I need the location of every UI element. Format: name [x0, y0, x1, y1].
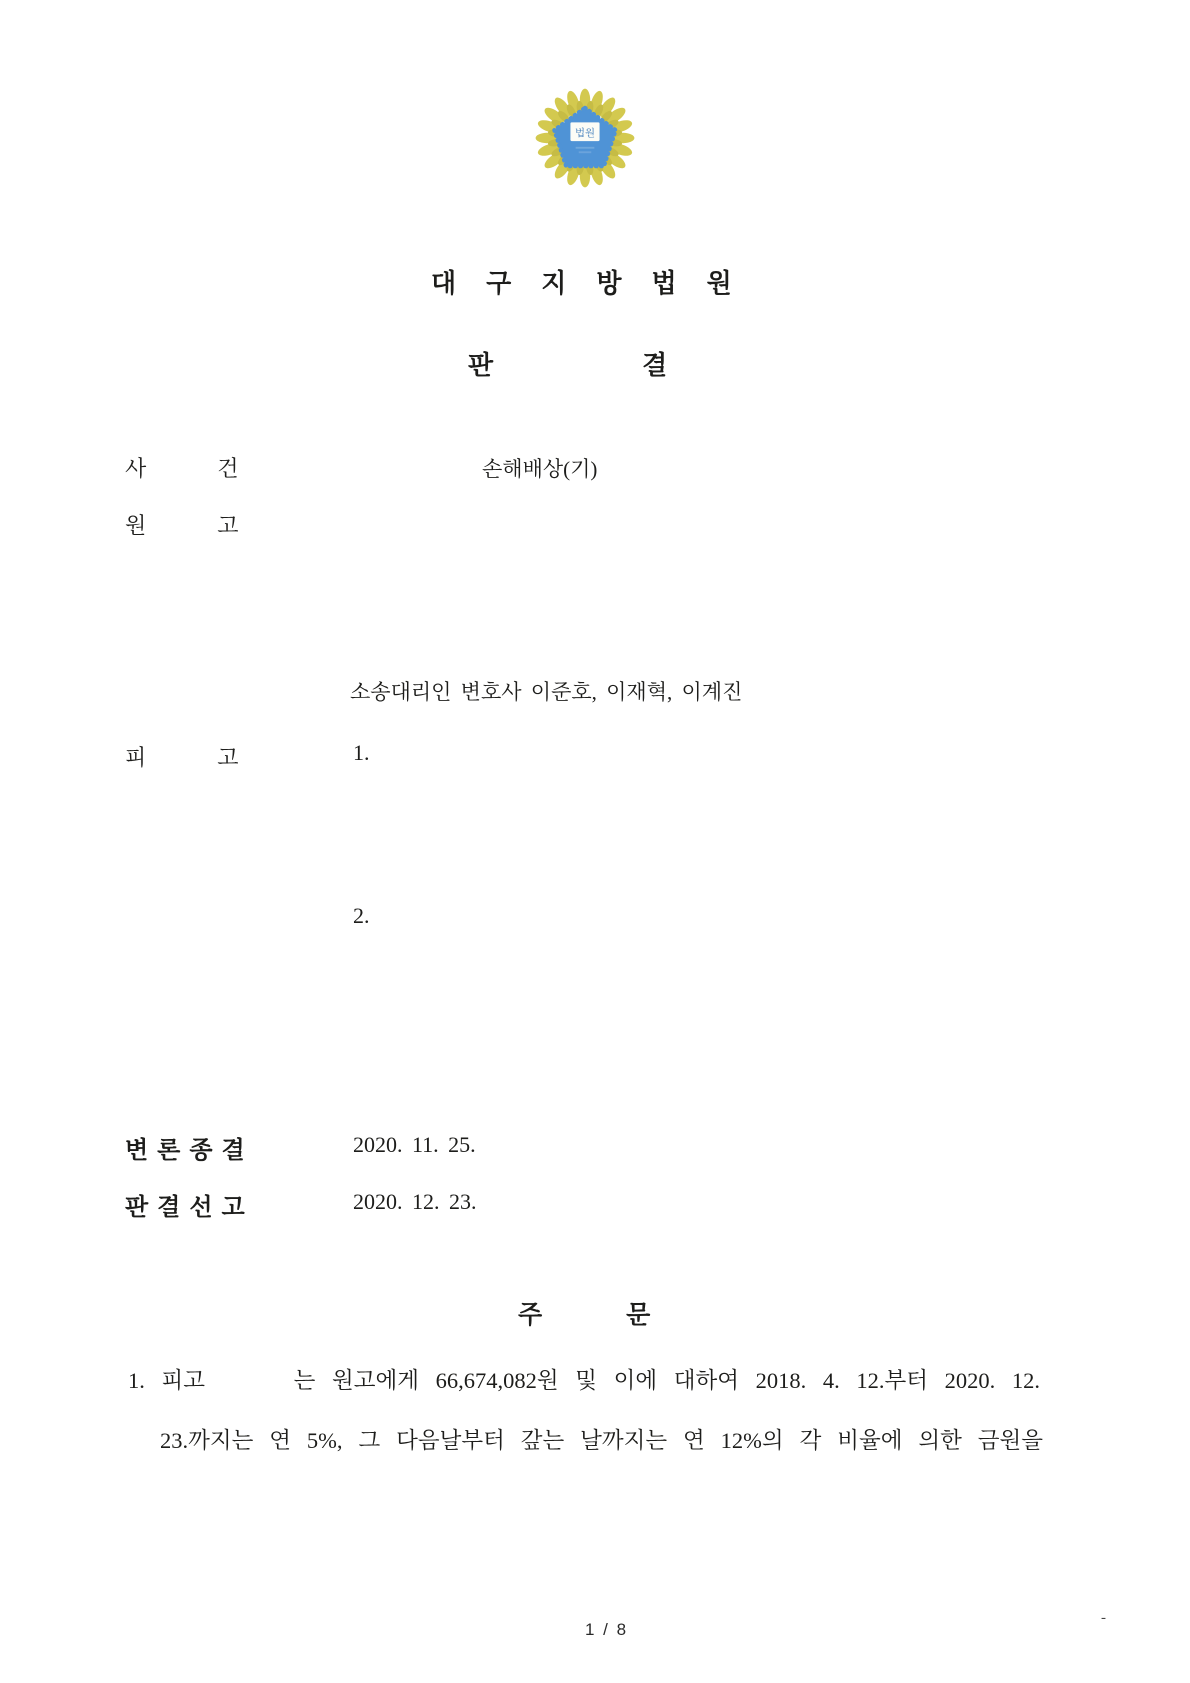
court-emblem-svg	[533, 86, 637, 190]
redaction-gap	[222, 1387, 294, 1388]
defendant-item-1: 1.	[353, 740, 370, 765]
hearing-closed-date: 2020. 11. 25.	[353, 1132, 476, 1157]
defendant-item-2: 2.	[353, 903, 370, 928]
case-label: 사건	[125, 456, 310, 481]
plaintiff-label: 원고	[125, 513, 310, 538]
order-heading: 주문	[518, 1302, 735, 1329]
sentencing-label: 판결선고	[125, 1195, 254, 1221]
emblem-faint-line	[579, 151, 591, 153]
page-indicator: 1 / 8	[585, 1620, 629, 1639]
court-name: 대구지방법원	[431, 269, 762, 298]
order-line-1	[128, 1363, 1040, 1395]
document-type-title: 판결	[468, 351, 817, 380]
sentencing-date: 2020. 12. 23.	[353, 1189, 477, 1214]
emblem-faint-line	[576, 147, 595, 149]
defendant-label: 피고	[125, 745, 310, 770]
hearing-closed-label: 변론종결	[125, 1138, 254, 1164]
court-emblem-icon	[533, 86, 637, 190]
stray-mark: -	[1101, 1610, 1106, 1626]
case-value: 손해배상(기)	[482, 457, 598, 481]
order-line-1-rest: 는 원고에게 66,674,082원 및 이에 대하여 2018. 4. 12.부터 2020. 12.	[293, 1368, 1041, 1393]
order-line-1-prefix: 1. 피고	[128, 1368, 205, 1393]
counsel-line: 소송대리인 변호사 이준호, 이재혁, 이계진	[350, 680, 743, 704]
order-line-2: 23.까지는 연 5%, 그 다음날부터 갚는 날까지는 연 12%의 각 비율에 의한 금원을	[160, 1428, 1043, 1453]
emblem-label: 법원	[574, 128, 596, 140]
